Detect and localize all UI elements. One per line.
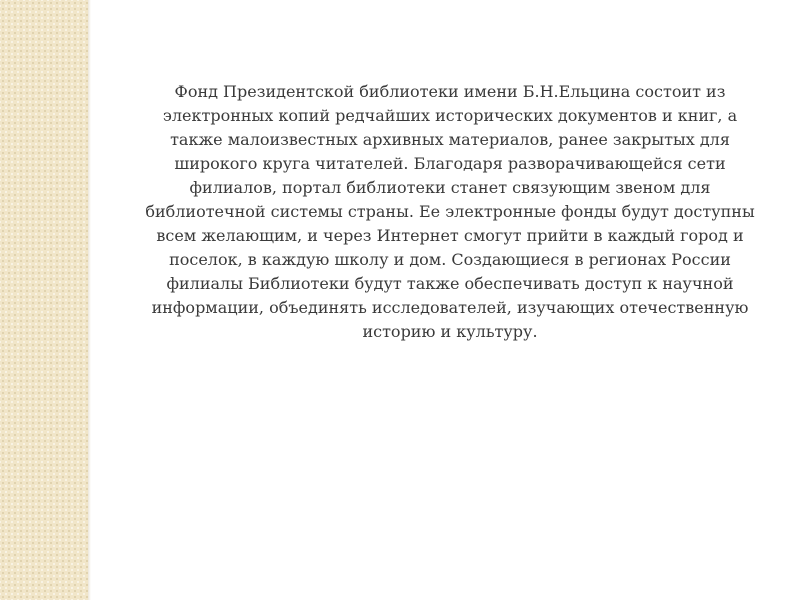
slide-body-text: Фонд Президентской библиотеки имени Б.Н.Ельцина состоит из электронных копий редчайших исторических документов и книг, а также малоизвестных архивных материалов, ранее закрытых для широкого круга читателей. Благодаря разворачивающейся сети филиалов, портал библиотеки станет связующим звеном для библиотечной системы страны. Ее электронные фонды будут доступны всем желающим, и через Интернет смогут прийти в каждый город и поселок, в каждую школу и дом. Создающиеся в регионах России филиалы Библиотеки будут также обеспечивать доступ к научной информации, объединять исследователей, изучающих отечественную историю и культуру. <box>145 82 755 341</box>
side-band-edge <box>88 0 91 600</box>
decorative-side-band <box>0 0 88 600</box>
